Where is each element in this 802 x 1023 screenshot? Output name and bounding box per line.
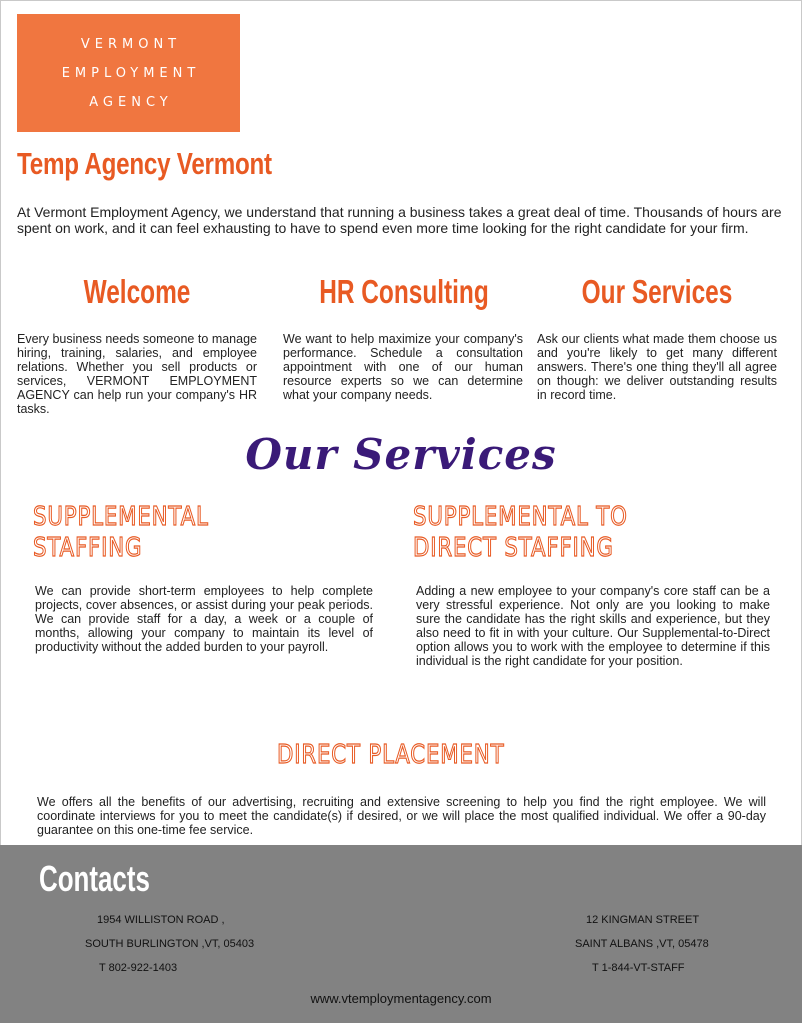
supplemental-to-direct-heading [413, 502, 628, 564]
supplemental-staffing-text: We can provide short-term employees to help complete projects, cover absences, or assist during your peak periods. We can provide staff for a day, a week or a couple of months, allowing your company to maintain its level of productivity without the added burden to your payroll. [35, 584, 373, 654]
welcome-heading: Welcome [83, 273, 191, 310]
logo-line-1: VERMONT [80, 36, 182, 52]
office1-city: SOUTH BURLINGTON ,VT, 05403 [85, 938, 255, 950]
website-link[interactable]: www.vtemploymentagency.com [310, 991, 492, 1006]
supplemental-to-direct-heading-line-2: DIRECT STAFFING [413, 533, 614, 563]
agency-logo [17, 14, 240, 132]
supplemental-staffing-heading-line-1: SUPPLEMENTAL [33, 502, 209, 532]
office1-street: 1954 WILLISTON ROAD , [97, 914, 225, 926]
contacts-title: Contacts [39, 858, 150, 899]
hr-consulting-text: We want to help maximize your company's performance. Schedule a consultation appointment with one of our human resource experts so we can determine what your company needs. [283, 332, 523, 402]
welcome-text: Every business needs someone to manage hiring, training, salaries, and employee relations. Whether you sell products or services, VERMONT EMPLOYMENT AGENCY can help run your company's HR tasks. [17, 332, 257, 416]
direct-placement-heading-line-1: DIRECT PLACEMENT [277, 740, 505, 770]
logo-line-3: AGENCY [89, 94, 173, 110]
supplemental-staffing-heading [33, 502, 209, 564]
supplemental-staffing-heading-line-2: STAFFING [33, 533, 143, 563]
contacts-footer [0, 845, 802, 1023]
our-services-column-text: Ask our clients what made them choose us and you're likely to get many different answers. There's one thing they'll all agree on though: we deliver outstanding results in record time. [537, 332, 777, 402]
direct-placement-text: We offers all the benefits of our advertising, recruiting and extensive screening to help you find the right employee. We will coordinate interviews for you to meet the candidate(s) if desired, or we will place the most qualified individual. We offer a 90-day guarantee on this one-time fee service. [37, 795, 766, 837]
office2-street: 12 KINGMAN STREET [586, 914, 700, 926]
logo-line-2: EMPLOYMENT [61, 65, 201, 81]
office2-phone: T 1-844-VT-STAFF [592, 962, 685, 974]
supplemental-to-direct-text: Adding a new employee to your company's core staff can be a very stressful experience. Not only are you looking to make sure the candidate has the right skills and experience, but they also need to fit in with your culture. Our Supplemental-to-Direct option allows you to work with the employee to determine if this individual is the right candidate for your position. [416, 584, 770, 668]
direct-placement-heading [277, 740, 504, 771]
our-services-column-heading: Our Services [581, 273, 733, 310]
office1-phone: T 802-922-1403 [99, 962, 178, 974]
supplemental-to-direct-heading-line-1: SUPPLEMENTAL TO [413, 502, 628, 532]
services-section-heading: Our Services [245, 430, 557, 479]
page-title: Temp Agency Vermont [17, 146, 272, 181]
office2-city: SAINT ALBANS ,VT, 05478 [575, 938, 709, 950]
intro-paragraph: At Vermont Employment Agency, we understand that running a business takes a great deal of time. Thousands of hours are spent on work, and it can feel exhausting to have to spend even more time looking for the right candidate for your firm. [17, 204, 782, 236]
hr-consulting-heading: HR Consulting [319, 273, 489, 310]
